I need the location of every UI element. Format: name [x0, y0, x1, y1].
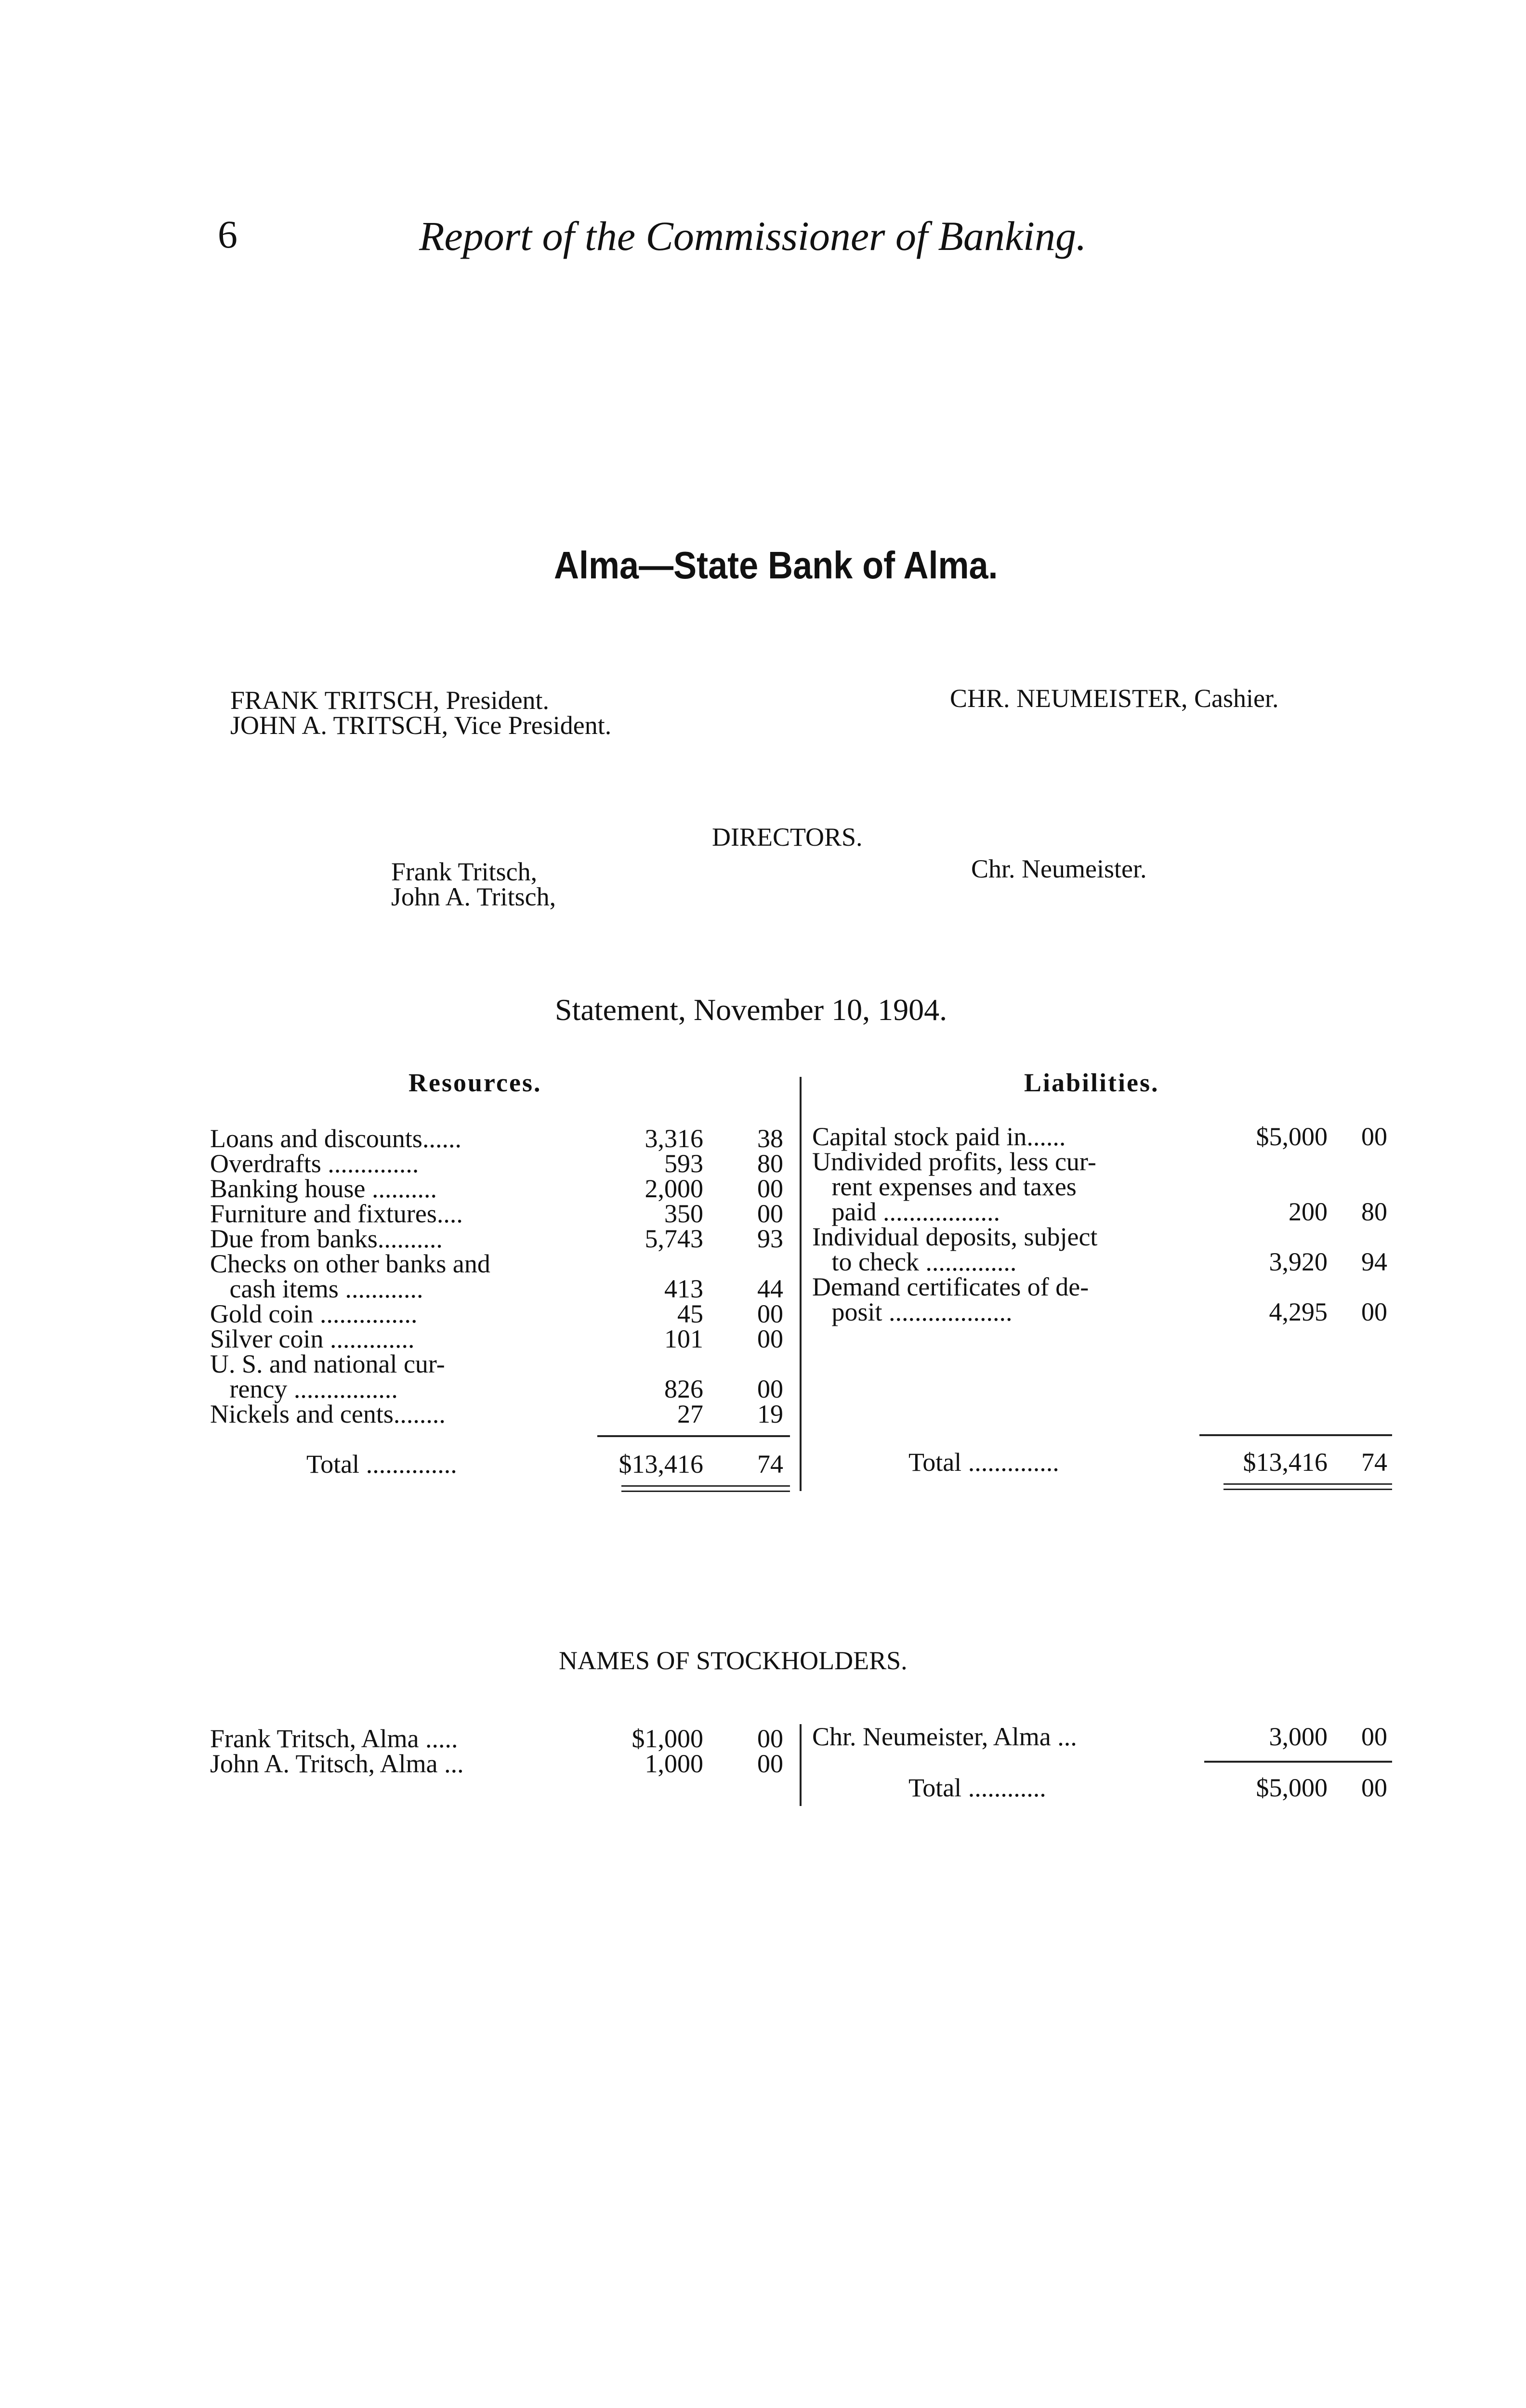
stockholder-row: Chr. Neumeister, Alma ... 3,000 00	[812, 1722, 1387, 1751]
liability-row: Individual deposits, subject	[812, 1222, 1098, 1251]
liability-row: paid .................. 200 80	[812, 1197, 1387, 1226]
liability-row: to check .............. 3,920 94	[812, 1247, 1387, 1276]
column-divider	[800, 1077, 802, 1491]
stockholders-divider	[800, 1724, 802, 1806]
resource-row: Furniture and fixtures.... 350 00	[210, 1199, 783, 1228]
liabilities-heading: Liabilities.	[1024, 1068, 1159, 1097]
resources-total-double-rule	[621, 1485, 790, 1492]
liability-row: Undivided profits, less cur-	[812, 1147, 1096, 1176]
resource-row: Gold coin ............... 45 00	[210, 1299, 783, 1328]
stockholders-total-rule	[1204, 1761, 1392, 1763]
resources-total-rule	[597, 1435, 790, 1437]
bank-title: Alma—State Bank of Alma.	[554, 544, 998, 587]
directors-heading: DIRECTORS.	[712, 823, 863, 851]
resource-row: Checks on other banks and	[210, 1249, 490, 1278]
resource-row: U. S. and national cur-	[210, 1349, 445, 1378]
stockholders-total: Total ............ $5,000 00	[908, 1773, 1387, 1802]
resource-row: cash items ............ 413 44	[210, 1274, 783, 1303]
resource-row: Due from banks.......... 5,743 93	[210, 1224, 783, 1253]
director-left-2: John A. Tritsch,	[391, 882, 556, 911]
resources-total: Total .............. $13,416 74	[306, 1450, 783, 1479]
director-left-1: Frank Tritsch,	[391, 857, 538, 886]
officer-cashier: CHR. NEUMEISTER, Cashier.	[950, 684, 1279, 713]
officer-vice-president: JOHN A. TRITSCH, Vice President.	[230, 711, 612, 740]
resource-row: Silver coin ............. 101 00	[210, 1324, 783, 1353]
stockholder-row: Frank Tritsch, Alma ..... $1,000 00	[210, 1724, 783, 1753]
liability-row: posit ................... 4,295 00	[812, 1297, 1387, 1326]
stockholder-row: John A. Tritsch, Alma ... 1,000 00	[210, 1749, 783, 1778]
liability-row: Capital stock paid in...... $5,000 00	[812, 1122, 1387, 1151]
statement-heading: Statement, November 10, 1904.	[555, 993, 947, 1027]
resource-row: rency ................ 826 00	[210, 1374, 783, 1403]
liabilities-total: Total .............. $13,416 74	[908, 1448, 1387, 1477]
resource-row: Overdrafts .............. 593 80	[210, 1149, 783, 1178]
stockholders-heading: NAMES OF STOCKHOLDERS.	[559, 1646, 908, 1675]
page-number: 6	[218, 212, 237, 256]
officer-president: FRANK TRITSCH, President.	[230, 686, 550, 715]
director-right-1: Chr. Neumeister.	[971, 854, 1147, 883]
running-head: Report of the Commissioner of Banking.	[419, 213, 1087, 259]
resource-row: Loans and discounts...... 3,316 38	[210, 1124, 783, 1153]
liability-row: Demand certificates of de-	[812, 1272, 1089, 1301]
liabilities-total-rule	[1199, 1434, 1392, 1436]
liabilities-total-double-rule	[1223, 1483, 1392, 1490]
resource-row: Nickels and cents........ 27 19	[210, 1400, 783, 1428]
resource-row: Banking house .......... 2,000 00	[210, 1174, 783, 1203]
resources-heading: Resources.	[408, 1068, 542, 1097]
liability-row: rent expenses and taxes	[812, 1172, 1077, 1201]
